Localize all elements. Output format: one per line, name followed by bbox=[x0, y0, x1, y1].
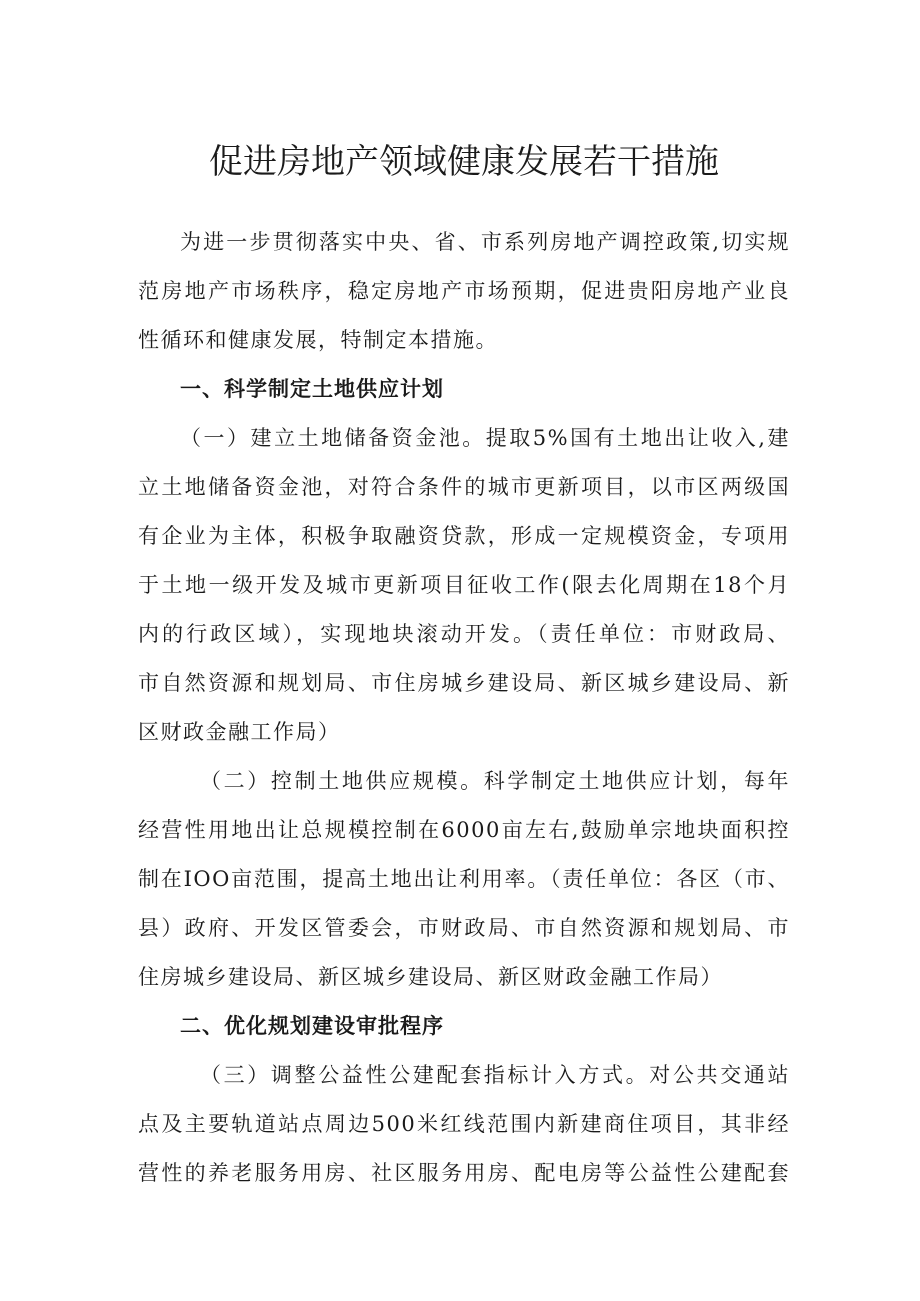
item-2-line: 县）政府、开发区管委会，市财政局、市自然资源和规划局、市 bbox=[138, 916, 790, 940]
item-2-line: （二）控制土地供应规模。科学制定土地供应计划，每年 bbox=[200, 769, 790, 793]
item-2-line: 制在IOO亩范围，提高土地出让利用率。（责任单位：各区（市、 bbox=[138, 867, 790, 891]
intro-paragraph bbox=[138, 218, 790, 365]
item-2-line: 经营性用地出让总规模控制在6000亩左右,鼓励单宗地块面积控 bbox=[138, 818, 790, 842]
item-1-line: 区财政金融工作局） bbox=[138, 720, 341, 744]
item-1-line: （一）建立土地储备资金池。提取5%国有土地出让收入,建 bbox=[180, 426, 790, 450]
section-heading-1: 一、科学制定土地供应计划 bbox=[180, 377, 444, 401]
item-1-line: 市自然资源和规划局、市住房城乡建设局、新区城乡建设局、新 bbox=[138, 671, 790, 695]
item-2-paragraph bbox=[138, 757, 790, 1002]
intro-line: 范房地产市场秩序，稳定房地产市场预期，促进贵阳房地产业良 bbox=[138, 279, 790, 303]
item-3-paragraph bbox=[138, 1051, 790, 1198]
document-page bbox=[138, 0, 790, 1301]
item-1-line: 于土地一级开发及城市更新项目征收工作(限去化周期在18个月 bbox=[138, 573, 790, 597]
item-1-line: 有企业为主体，积极争取融资贷款，形成一定规模资金，专项用 bbox=[138, 524, 790, 548]
document-body bbox=[138, 218, 790, 1198]
item-2-line: 住房城乡建设局、新区城乡建设局、新区财政金融工作局） bbox=[138, 965, 723, 989]
item-3-line: 营性的养老服务用房、社区服务用房、配电房等公益性公建配套 bbox=[138, 1161, 790, 1185]
document-title: 促进房地产领域健康发展若干措施 bbox=[209, 142, 719, 182]
item-1-line: 内的行政区域），实现地块滚动开发。（责任单位：市财政局、 bbox=[138, 622, 790, 646]
item-3-line: （三）调整公益性公建配套指标计入方式。对公共交通站 bbox=[200, 1063, 790, 1087]
intro-line: 性循环和健康发展，特制定本措施。 bbox=[138, 328, 498, 352]
item-3-line: 点及主要轨道站点周边500米红线范围内新建商住项目，其非经 bbox=[138, 1112, 790, 1136]
intro-line: 为进一步贯彻落实中央、省、市系列房地产调控政策,切实规 bbox=[180, 230, 790, 254]
item-1-paragraph bbox=[138, 414, 790, 757]
section-heading-2: 二、优化规划建设审批程序 bbox=[180, 1014, 444, 1038]
item-1-line: 立土地储备资金池，对符合条件的城市更新项目，以市区两级国 bbox=[138, 475, 790, 499]
